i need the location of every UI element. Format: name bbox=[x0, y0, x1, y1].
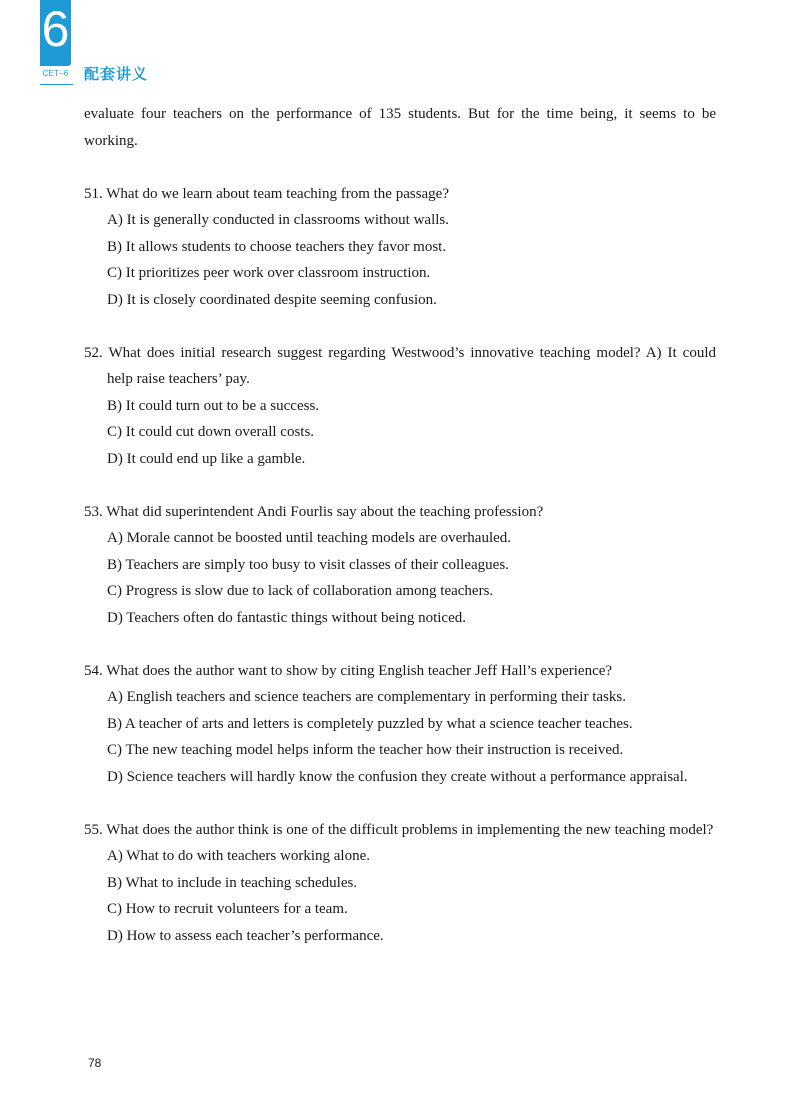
chapter-number: 6 bbox=[41, 1, 70, 57]
page-number: 78 bbox=[88, 1056, 102, 1070]
option-a: A) English teachers and science teachers are complementary in performing their tasks. bbox=[107, 689, 626, 705]
option-c: C) Progress is slow due to lack of collaboration among teachers. bbox=[107, 583, 494, 599]
option-c: C) The new teaching model helps inform the teacher how their instruction is received. bbox=[107, 742, 624, 758]
option-c: C) How to recruit volunteers for a team. bbox=[107, 901, 348, 917]
question-54 bbox=[84, 658, 716, 791]
option-b: B) It could turn out to be a success. bbox=[107, 397, 320, 414]
option-d: D) Science teachers will hardly know the confusion they create without a performance appraisal. bbox=[107, 768, 688, 785]
question-stem: 54. What does the author want to show by citing English teacher Jeff Hall’s experience? bbox=[84, 662, 613, 679]
question-52 bbox=[84, 340, 716, 473]
option-a: A) It is generally conducted in classrooms without walls. bbox=[107, 212, 450, 228]
option-d: D) How to assess each teacher’s performance. bbox=[107, 927, 384, 944]
exam-level-tag: CET–6 bbox=[42, 69, 69, 78]
header-rule bbox=[40, 84, 73, 85]
option-b: B) What to include in teaching schedules. bbox=[107, 874, 358, 891]
question-stem: 53. What did superintendent Andi Fourlis say about the teaching profession? bbox=[84, 503, 544, 520]
option-c: C) It could cut down overall costs. bbox=[107, 424, 315, 440]
question-55 bbox=[84, 817, 716, 950]
option-d: D) Teachers often do fantastic things without being noticed. bbox=[107, 609, 466, 626]
question-53 bbox=[84, 499, 716, 632]
question-51 bbox=[84, 181, 716, 314]
question-stem: 52. What does initial research suggest regarding Westwood’s innovative teaching model? A) It could help raise teachers’ pay. bbox=[84, 344, 716, 387]
option-d: D) It is closely coordinated despite seeming confusion. bbox=[107, 291, 437, 308]
page-content bbox=[84, 101, 716, 949]
option-a: A) Morale cannot be boosted until teaching models are overhauled. bbox=[107, 530, 512, 546]
option-d: D) It could end up like a gamble. bbox=[107, 450, 306, 467]
option-a: A) What to do with teachers working alone. bbox=[107, 848, 370, 864]
option-c: C) It prioritizes peer work over classroom instruction. bbox=[107, 265, 431, 281]
chapter-badge bbox=[40, 0, 71, 66]
question-stem: 51. What do we learn about team teaching from the passage? bbox=[84, 185, 450, 202]
option-b: B) Teachers are simply too busy to visit classes of their colleagues. bbox=[107, 556, 509, 573]
option-b: B) It allows students to choose teachers they favor most. bbox=[107, 238, 447, 255]
page-header-title: 配套讲义 bbox=[84, 65, 149, 83]
option-b: B) A teacher of arts and letters is completely puzzled by what a science teacher teaches. bbox=[107, 715, 633, 732]
intro-paragraph: evaluate four teachers on the performance of 135 students. But for the time being, it seems to be working. bbox=[84, 106, 716, 149]
question-stem: 55. What does the author think is one of the difficult problems in implementing the new teaching model? bbox=[84, 821, 714, 838]
